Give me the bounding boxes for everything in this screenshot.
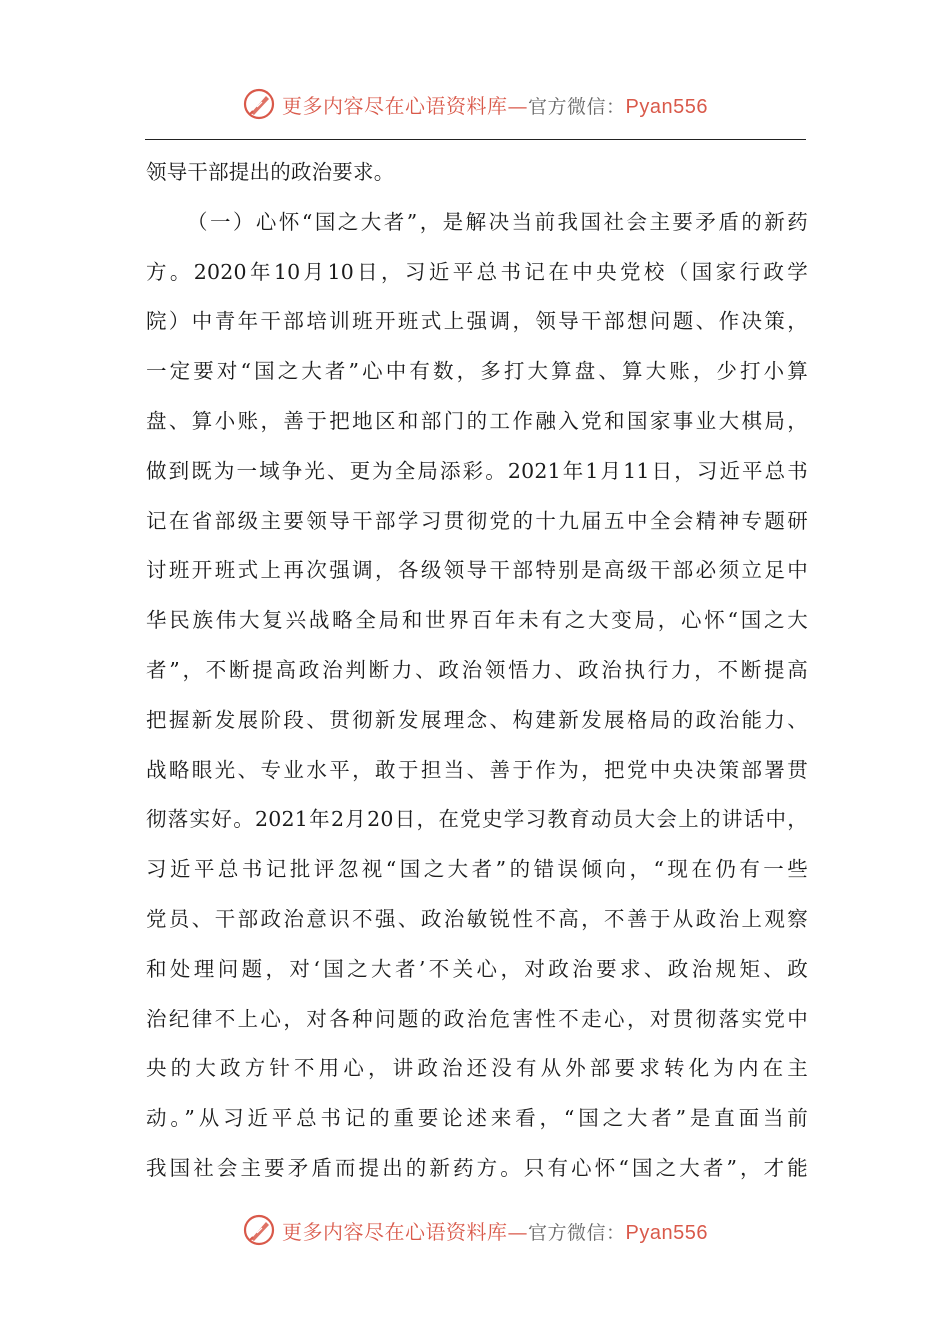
body-line: 和处理问题，对‘国之大者’不关心，对政治要求、政治规矩、政 [146, 956, 808, 981]
header-dash: — [507, 93, 528, 118]
footer-official-text: 官方微信： [528, 1221, 626, 1244]
body-line: 动。”从习近平总书记的重要论述来看，“国之大者”是直面当前 [146, 1106, 808, 1131]
body-line: 把握新发展阶段、贯彻新发展理念、构建新发展格局的政治能力、 [146, 707, 808, 732]
footer-dash: — [507, 1219, 528, 1244]
body-line: 彻落实好。2021年2月20日，在党史学习教育动员大会上的讲话中， [146, 807, 808, 832]
body-line: 讨班开班式上再次强调，各级领导干部特别是高级干部必须立足中 [146, 558, 808, 583]
footer-banner [0, 1210, 950, 1250]
body-line: 方。2020年10月10日，习近平总书记在中央党校（国家行政学 [146, 259, 808, 284]
header-divider [145, 139, 806, 140]
header-official-text: 官方微信： [528, 95, 626, 118]
document-body [146, 148, 808, 1194]
body-line: 我国社会主要矛盾而提出的新药方。只有心怀“国之大者”，才能 [146, 1155, 808, 1180]
body-line: 院）中青年干部培训班开班式上强调，领导干部想问题、作决策， [146, 309, 808, 334]
body-line: 央的大政方针不用心，讲政治还没有从外部要求转化为内在主 [146, 1056, 808, 1081]
body-line: 华民族伟大复兴战略全局和世界百年未有之大变局，心怀“国之大 [146, 608, 808, 633]
quill-logo-icon [242, 87, 276, 121]
body-line: 领导干部提出的政治要求。 [146, 160, 395, 184]
footer-banner-text [282, 1216, 708, 1245]
body-line: 一定要对“国之大者”心中有数，多打大算盘、算大账，少打小算 [146, 359, 808, 384]
header-wechat-id: Pyan556 [625, 95, 708, 118]
header-site-text: 更多内容尽在心语资料库 [282, 93, 508, 118]
footer-site-text: 更多内容尽在心语资料库 [282, 1219, 508, 1244]
footer-wechat-id: Pyan556 [625, 1221, 708, 1244]
body-line: 党员、干部政治意识不强、政治敏锐性不高，不善于从政治上观察 [146, 906, 808, 931]
body-line: （一）心怀“国之大者”，是解决当前我国社会主要矛盾的新药 [187, 209, 808, 234]
body-line: 治纪律不上心，对各种问题的政治危害性不走心，对贯彻落实党中 [146, 1006, 808, 1031]
body-line: 习近平总书记批评忽视“国之大者”的错误倾向，“现在仍有一些 [146, 857, 808, 882]
body-line: 盘、算小账，善于把地区和部门的工作融入党和国家事业大棋局， [146, 408, 808, 433]
body-line: 者”，不断提高政治判断力、政治领悟力、政治执行力，不断提高 [146, 657, 808, 682]
body-line: 做到既为一域争光、更为全局添彩。2021年1月11日，习近平总书 [146, 458, 808, 483]
header-banner-text [282, 90, 708, 119]
body-line: 战略眼光、专业水平，敢于担当、善于作为，把党中央决策部署贯 [146, 757, 808, 782]
header-banner [0, 84, 950, 124]
quill-logo-icon [242, 1213, 276, 1247]
body-line: 记在省部级主要领导干部学习贯彻党的十九届五中全会精神专题研 [146, 508, 808, 533]
